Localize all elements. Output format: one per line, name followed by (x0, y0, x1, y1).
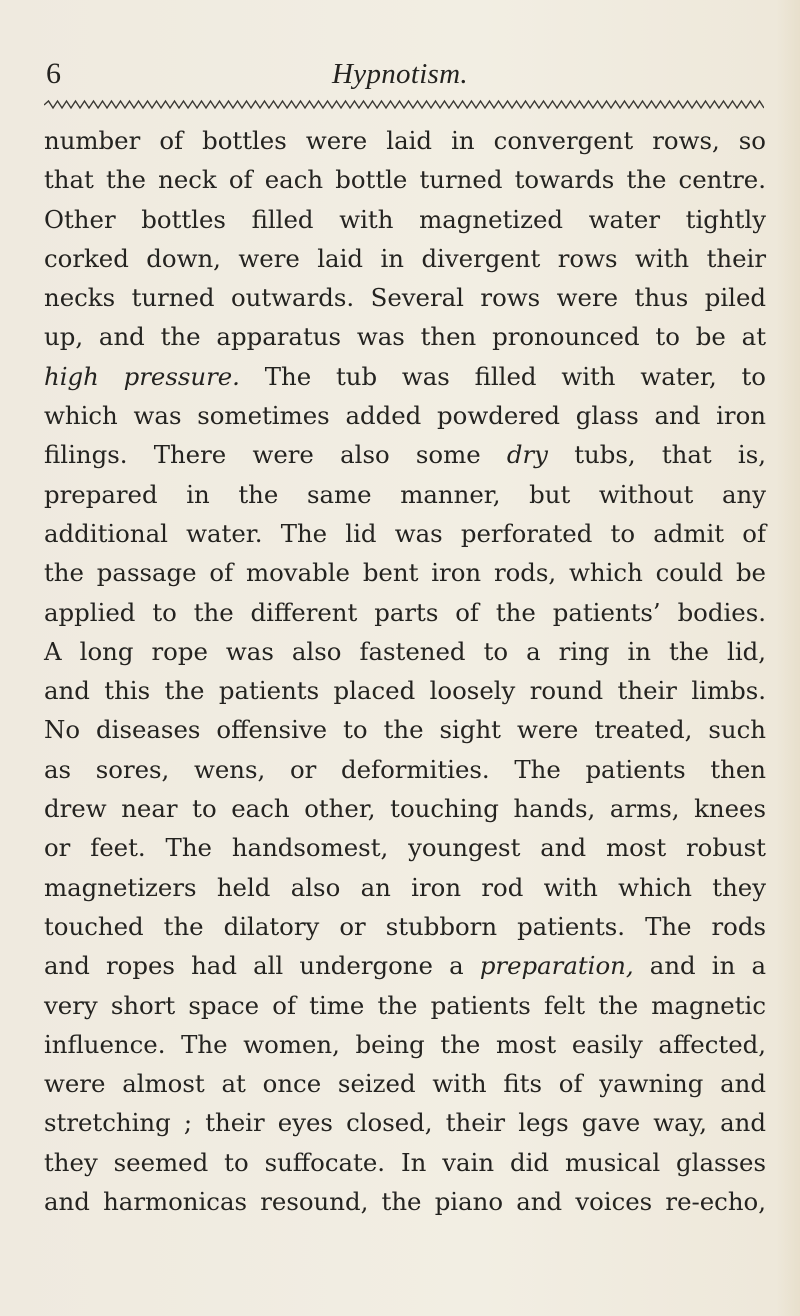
text-line (44, 828, 766, 867)
text-line (44, 121, 766, 160)
line-text: as sores, wens, or deformities. The patients then (44, 754, 766, 784)
line-text: and ropes had all undergone a (44, 951, 480, 981)
line-text: were almost at once seized with fits of yawning and (44, 1069, 766, 1099)
line-text: A long rope was also fastened to a ring in the lid, (44, 636, 766, 666)
text-line (44, 1064, 766, 1103)
text-line (44, 907, 766, 946)
text-line (44, 986, 766, 1025)
text-line (44, 357, 766, 396)
text-line (44, 160, 766, 199)
line-text: the passage of movable bent iron rods, which could be (44, 558, 766, 588)
italic-phrase: high pressure. (44, 361, 240, 391)
text-line (44, 514, 766, 553)
line-text: tubs, that is, (547, 440, 766, 470)
text-line (44, 1025, 766, 1064)
line-text: stretching ; their eyes closed, their legs gave way, and (44, 1108, 766, 1138)
text-line (44, 553, 766, 592)
text-line (44, 868, 766, 907)
text-line (44, 475, 766, 514)
line-text: that the neck of each bottle turned towards the centre. (44, 165, 766, 195)
page-header (0, 54, 800, 100)
line-text: and harmonicas resound, the piano and voices re-echo, (44, 1187, 766, 1217)
line-text: or feet. The handsomest, youngest and most robust (44, 833, 766, 863)
line-text: The tub was filled with water, to (239, 361, 766, 391)
text-line (44, 789, 766, 828)
text-line (44, 1143, 766, 1182)
text-line (44, 593, 766, 632)
line-text: influence. The women, being the most easily affected, (44, 1029, 766, 1059)
line-text: corked down, were laid in divergent rows with their (44, 243, 766, 273)
line-text: and this the patients placed loosely round their limbs. (44, 676, 766, 706)
text-line (44, 1182, 766, 1221)
running-title: Hypnotism. (332, 58, 468, 90)
line-text: very short space of time the patients felt the magnetic (44, 990, 766, 1020)
text-line (44, 710, 766, 749)
text-line (44, 1103, 766, 1142)
text-line (44, 200, 766, 239)
line-text: applied to the different parts of the patients’ bodies. (44, 597, 766, 627)
page-number: 6 (46, 57, 61, 90)
line-text: Other bottles filled with magnetized water tightly (44, 204, 766, 234)
italic-phrase: preparation, (479, 951, 634, 981)
line-text: filings. There were also some (44, 440, 507, 470)
line-text: and in a (633, 951, 766, 981)
line-text: drew near to each other, touching hands, arms, knees (44, 794, 766, 824)
text-line (44, 435, 766, 474)
text-line (44, 317, 766, 356)
line-text: magnetizers held also an iron rod with which they (44, 872, 766, 902)
italic-phrase: dry (506, 440, 548, 470)
text-line (44, 750, 766, 789)
body-text (44, 121, 766, 1221)
ornamental-rule (44, 99, 764, 111)
text-line (44, 239, 766, 278)
line-text: they seemed to suffocate. In vain did musical glasses (44, 1147, 766, 1177)
line-text: touched the dilatory or stubborn patients. The rods (44, 911, 766, 941)
line-text: necks turned outwards. Several rows were thus piled (44, 283, 766, 313)
text-line (44, 671, 766, 710)
line-text: up, and the apparatus was then pronounced to be at (44, 322, 766, 352)
line-text: prepared in the same manner, but without any (44, 479, 766, 509)
text-line (44, 946, 766, 985)
line-text: No diseases offensive to the sight were treated, such (44, 715, 766, 745)
text-line (44, 278, 766, 317)
text-line (44, 632, 766, 671)
line-text: number of bottles were laid in convergent rows, so (44, 126, 766, 155)
text-line (44, 396, 766, 435)
line-text: additional water. The lid was perforated to admit of (44, 518, 766, 548)
line-text: which was sometimes added powdered glass and iron (44, 401, 766, 431)
